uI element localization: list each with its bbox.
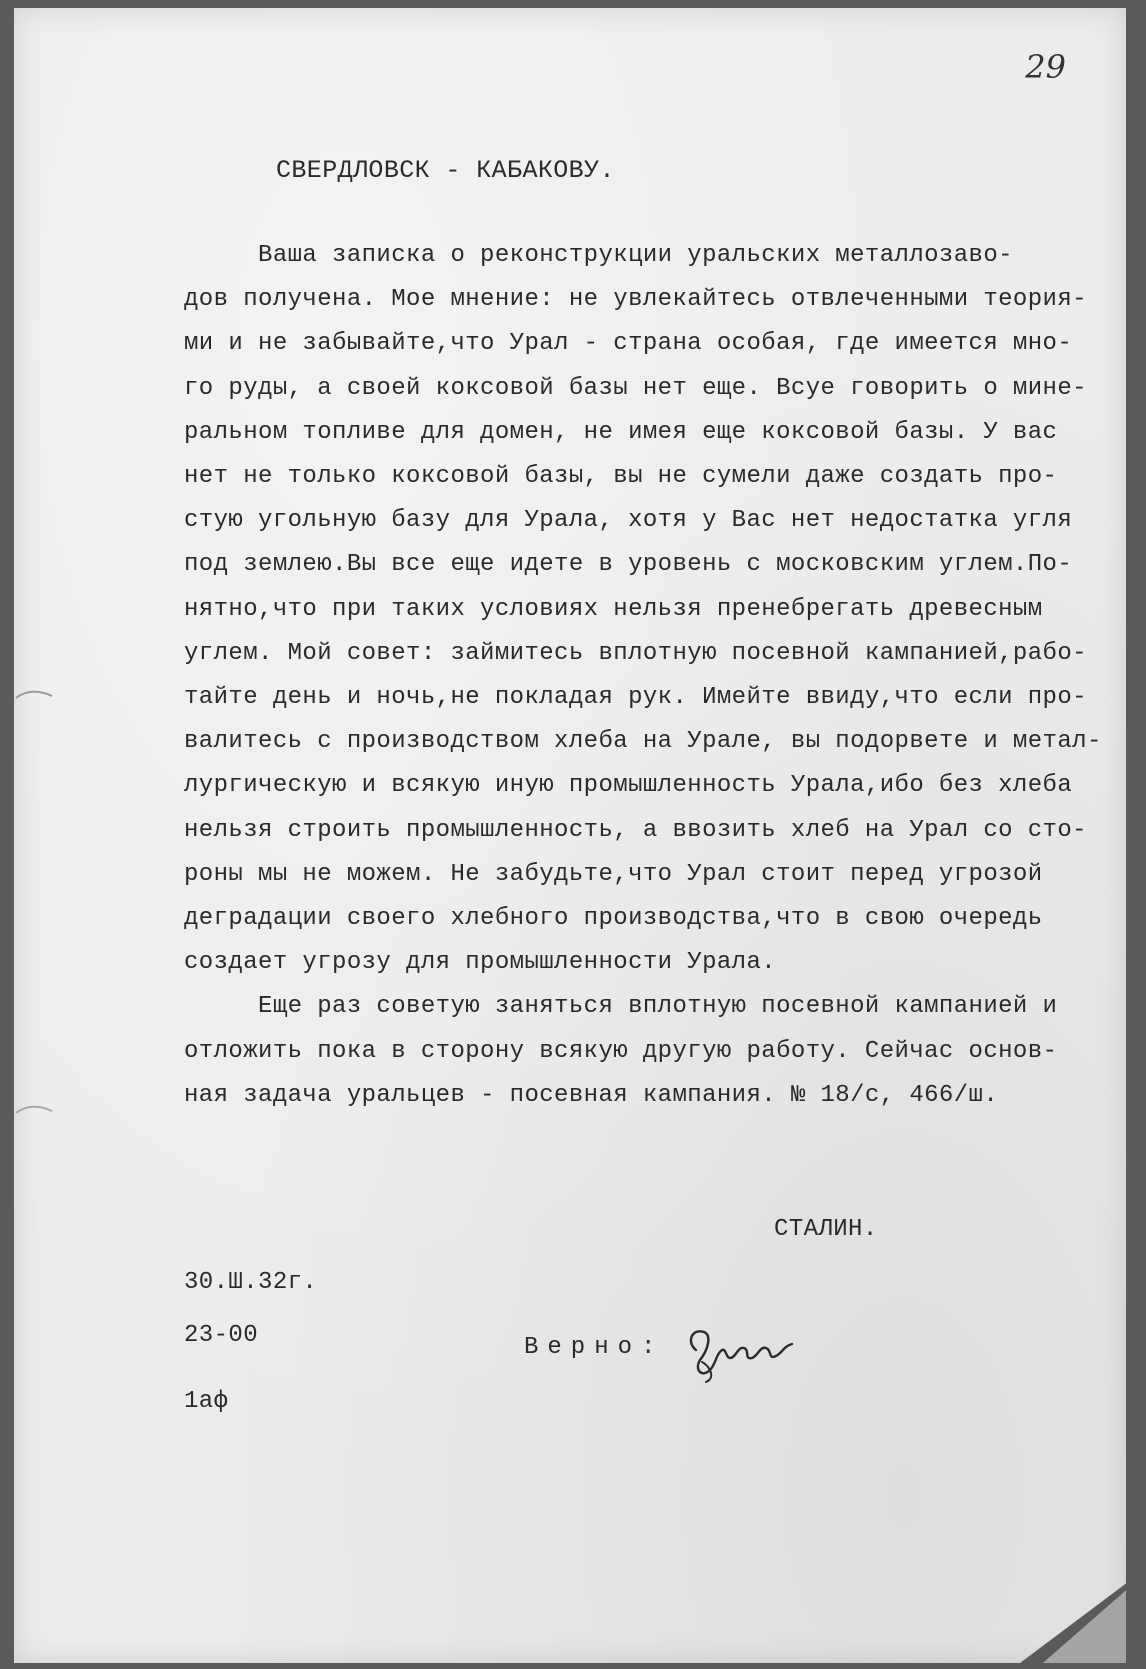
reference-code: 1аф — [184, 1388, 229, 1415]
body-line: Ваша записка о реконструкции уральских металлозаво- — [184, 242, 1013, 269]
body-line: нятно,что при таких условиях нельзя пренебрегать древесным — [184, 595, 1043, 623]
body-line: стую угольную базу для Урала, хотя у Вас нет недостатка угля — [184, 507, 1073, 535]
body-line: нельзя строить промышленность, а ввозить хлеб на Урал со сто- — [184, 816, 1087, 844]
punch-hole-mark-icon — [14, 1103, 54, 1115]
body-line: роны мы не можем. Не забудьте,что Урал стоит перед угрозой — [184, 860, 1043, 888]
page-number: 29 — [1025, 48, 1066, 86]
body-line: деградации своего хлебного производства,что в свою очередь — [184, 905, 1043, 932]
body-line: ная задача уральцев - посевная кампания. № 18/с, 466/ш. — [184, 1081, 999, 1109]
punch-hole-mark-icon — [14, 688, 54, 700]
handwritten-signature-icon — [682, 1320, 802, 1384]
document-time: 23-00 — [184, 1322, 259, 1349]
body-line: углем. Мой совет: займитесь вплотную посевной кампанией,рабо- — [184, 639, 1087, 667]
body-line: лургическую и всякую иную промышленность Урала,ибо без хлеба — [184, 772, 1073, 800]
body-line: ральном топливе для домен, не имея еще коксовой базы. У вас — [184, 418, 1058, 446]
body-line: под землею.Вы все еще идете в уровень с московским углем.По- — [184, 551, 1073, 579]
body-line: ми и не забывайте,что Урал - страна особая, где имеется мно- — [184, 330, 1073, 358]
document-page — [14, 8, 1126, 1663]
body-line: дов получена. Мое мнение: не увлекайтесь отвлеченными теория- — [184, 286, 1087, 314]
body-line: нет не только коксовой базы, вы не сумели даже создать про- — [184, 463, 1058, 490]
body-line: валитесь с производством хлеба на Урале, вы подорвете и метал- — [184, 728, 1102, 756]
body-line: го руды, а своей коксовой базы нет еще. Всуе говорить о мине- — [184, 374, 1087, 402]
certified-label: Верно: — [524, 1334, 665, 1361]
document-date: 30.Ш.32г. — [184, 1269, 318, 1296]
body-line: Еще раз советую заняться вплотную посевной кампанией и — [184, 993, 1058, 1021]
body-line: создает угрозу для промышленности Урала. — [184, 949, 777, 977]
signature-name: СТАЛИН. — [774, 1216, 878, 1243]
folded-corner-icon — [1012, 1579, 1126, 1663]
body-line: отложить пока в сторону всякую другую работу. Сейчас основ- — [184, 1037, 1058, 1065]
body-line: тайте день и ночь,не покладая рук. Имейте ввиду,что если про- — [184, 684, 1087, 711]
document-header: СВЕРДЛОВСК - КАБАКОВУ. — [276, 156, 615, 185]
